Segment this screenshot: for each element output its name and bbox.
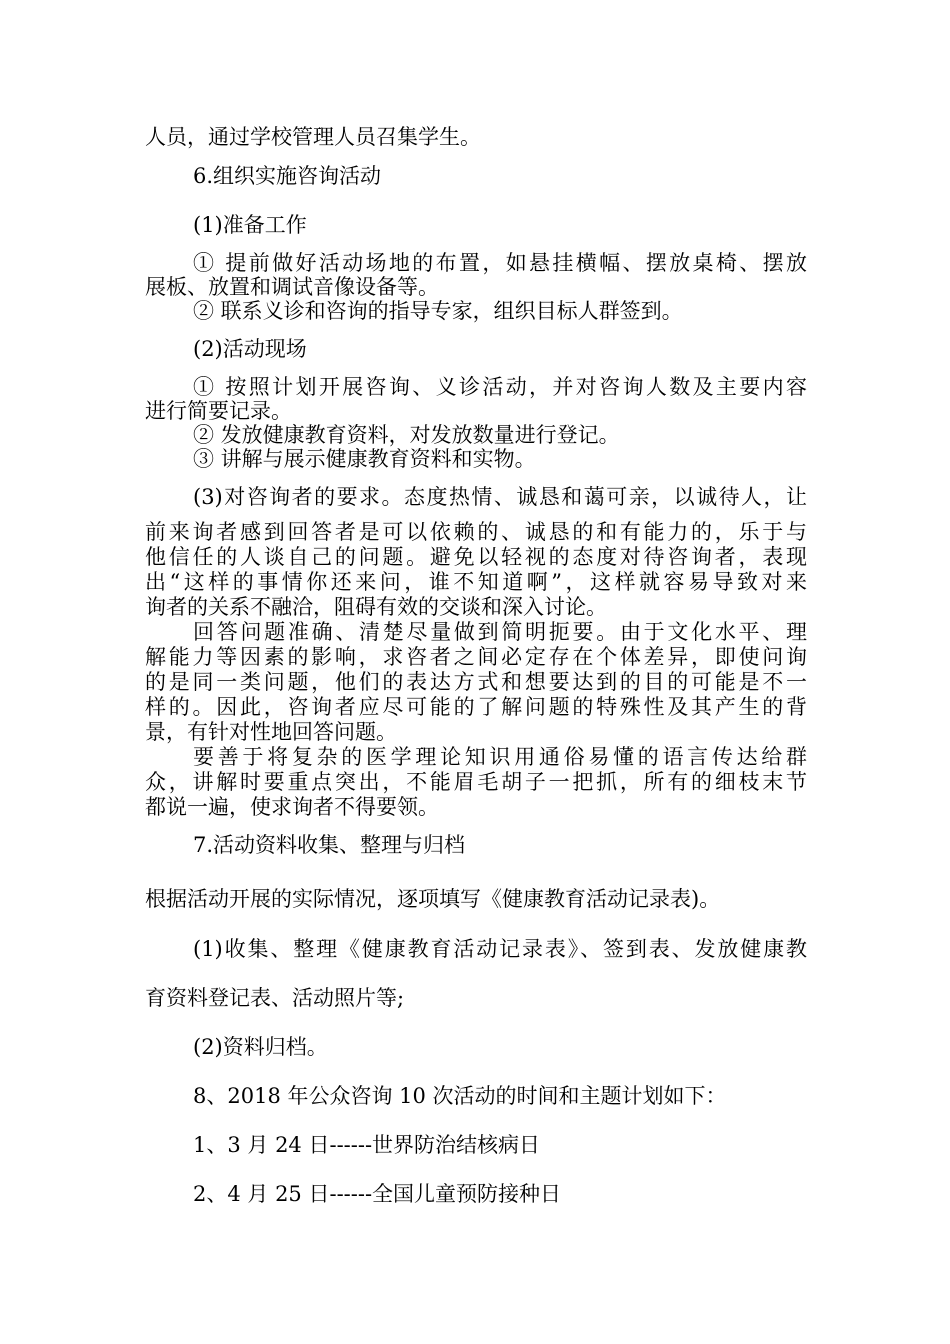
paragraph-line: 他信任的人谈自己的问题。避免以轻视的态度对待咨询者，表现	[145, 545, 807, 569]
paragraph-line: 出“这样的事情你还来问，谁不知道啊”，这样就容易导致对来	[145, 570, 807, 594]
paragraph-line: (1)收集、整理《健康教育活动记录表》、签到表、发放健康教	[193, 937, 807, 961]
paragraph-line: ① 提前做好活动场地的布置，如悬挂横幅、摆放桌椅、摆放	[193, 251, 807, 275]
paragraph-line: 样的。因此，咨询者应尽可能的了解问题的特殊性及其产生的背	[145, 695, 807, 719]
list-item: 1、3 月 24 日------世界防治结核病日	[193, 1133, 541, 1157]
paragraph-line: ③ 讲解与展示健康教育资料和实物。	[193, 447, 536, 471]
paragraph-line: 景，有针对性地回答问题。	[145, 720, 397, 744]
paragraph-line: 回答问题准确、清楚尽量做到简明扼要。由于文化水平、理	[193, 620, 807, 644]
paragraph-line: ② 发放健康教育资料，对发放数量进行登记。	[193, 423, 620, 447]
section-heading: 6.组织实施咨询活动	[193, 164, 382, 188]
subsection-heading: (1)准备工作	[193, 213, 307, 237]
paragraph-line: 前来询者感到回答者是可以依赖的、诚恳的和有能力的，乐于与	[145, 520, 807, 544]
paragraph-line: 众，讲解时要重点突出，不能眉毛胡子一把抓，所有的细枝末节	[145, 770, 807, 794]
paragraph-line: 人员，通过学校管理人员召集学生。	[145, 125, 481, 149]
section-heading: 7.活动资料收集、整理与归档	[193, 833, 466, 857]
paragraph-line: ① 按照计划开展咨询、义诊活动，并对咨询人数及主要内容	[193, 375, 807, 399]
paragraph-line: (2)资料归档。	[193, 1035, 328, 1059]
list-item: 2、4 月 25 日------全国儿童预防接种日	[193, 1182, 562, 1206]
paragraph-line: 8、2018 年公众咨询 10 次活动的时间和主题计划如下：	[193, 1084, 727, 1108]
subsection-heading: (2)活动现场	[193, 337, 307, 361]
paragraph-line: 都说一遍，使求询者不得要领。	[145, 795, 439, 819]
paragraph-line: 解能力等因素的影响，求咨者之间必定存在个体差异，即使问询	[145, 645, 807, 669]
paragraph-line: ② 联系义诊和咨询的指导专家，组织目标人群签到。	[193, 299, 683, 323]
paragraph-line: (3)对咨询者的要求。态度热情、诚恳和蔼可亲，以诚待人，让	[193, 485, 807, 509]
paragraph-line: 的是同一类问题，他们的表达方式和想要达到的目的可能是不一	[145, 670, 807, 694]
paragraph-line: 展板、放置和调试音像设备等。	[145, 275, 439, 299]
paragraph-line: 要善于将复杂的医学理论知识用通俗易懂的语言传达给群	[193, 745, 807, 769]
paragraph-line: 育资料登记表、活动照片等;	[145, 986, 405, 1010]
paragraph-line: 根据活动开展的实际情况，逐项填写《健康教育活动记录表)。	[145, 887, 721, 911]
paragraph-line: 询者的关系不融洽，阻碍有效的交谈和深入讨论。	[145, 595, 607, 619]
paragraph-line: 进行简要记录。	[145, 399, 292, 423]
